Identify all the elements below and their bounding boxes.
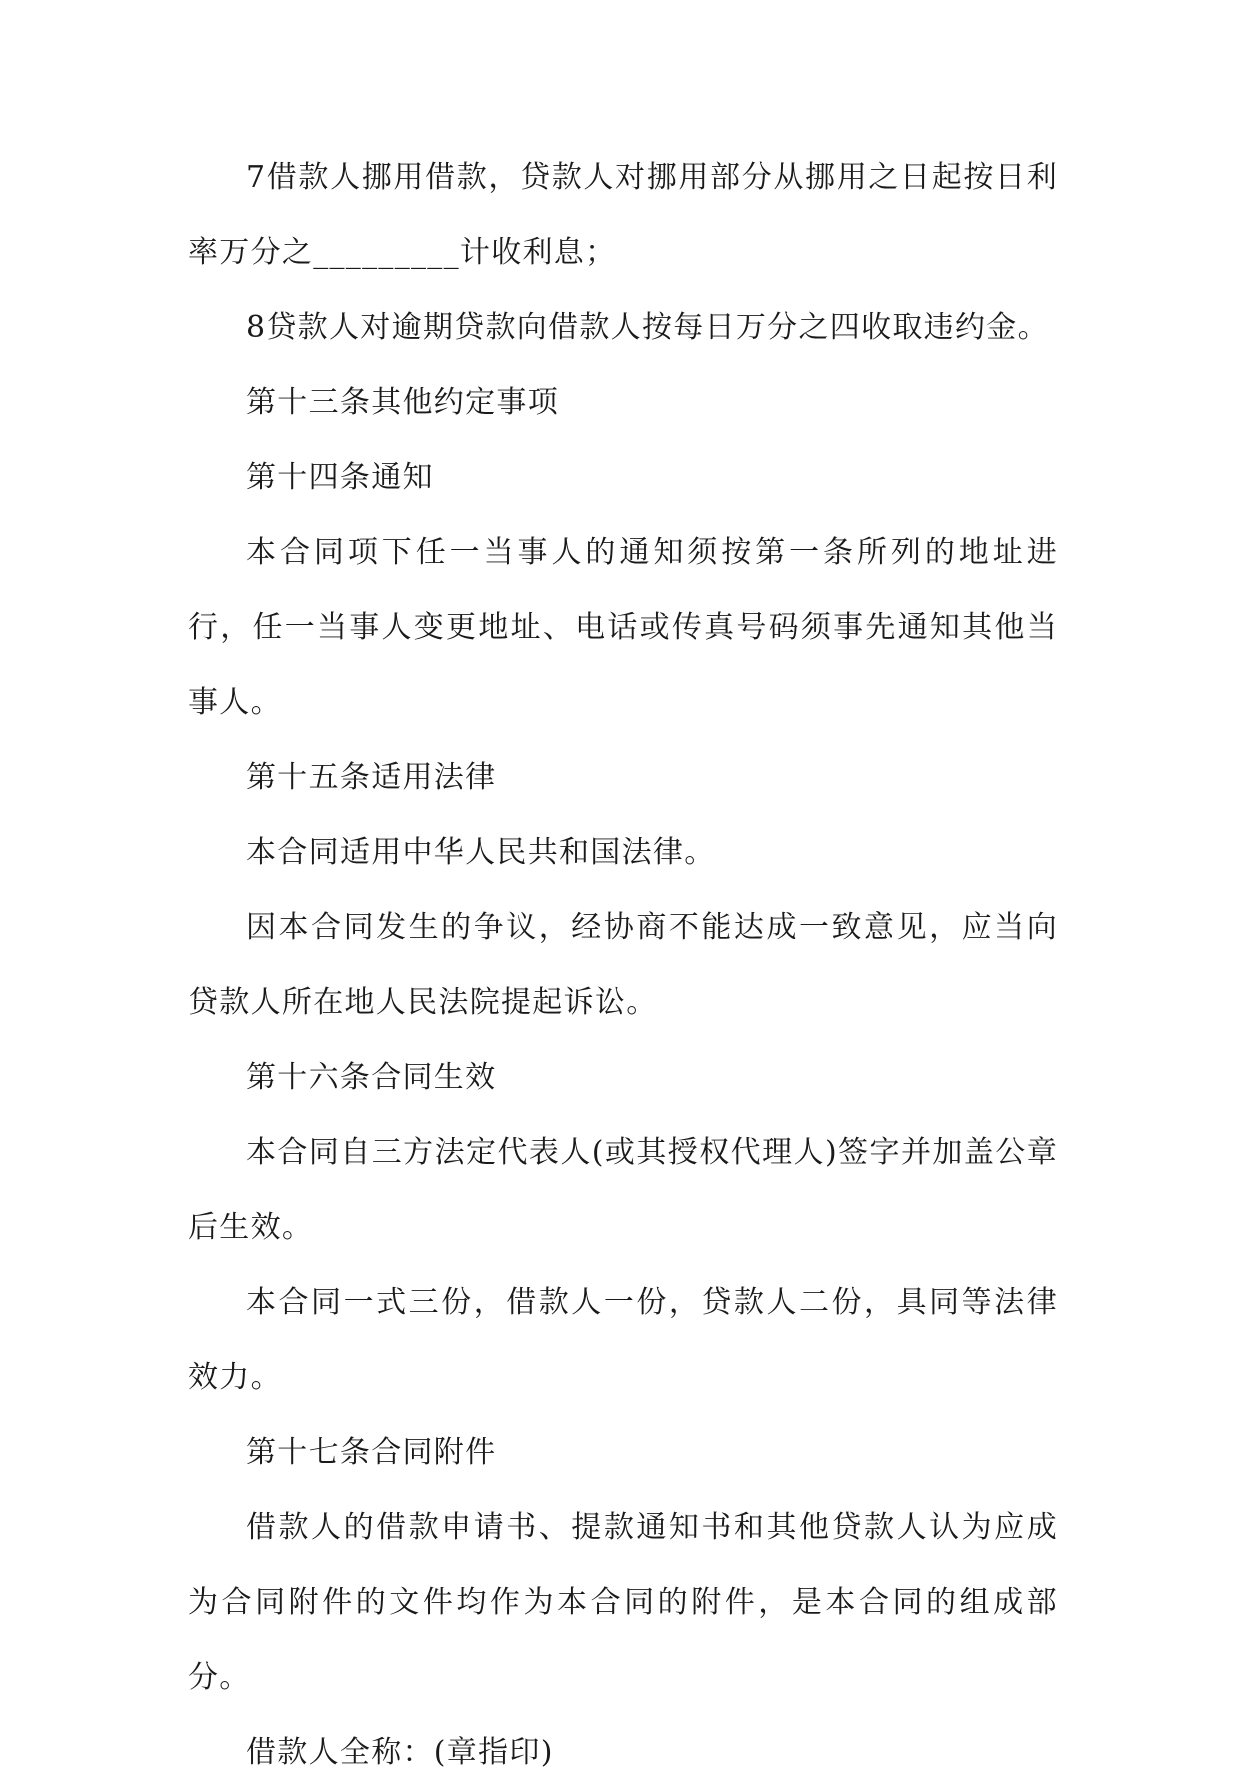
article-14-heading: 第十四条通知 [246,460,434,495]
clause-7-misuse-interest: 7借款人挪用借款，贷款人对挪用部分从挪用之日起按日利率万分之_________计收利息； [188,160,1058,270]
article-16-heading: 第十六条合同生效 [246,1060,497,1095]
article-15-heading: 第十五条适用法律 [246,760,497,795]
borrower-signature-line: 借款人全称：(章指印) [246,1735,554,1770]
article-16-copies: 本合同一式三份，借款人一份，贷款人二份，具同等法律效力。 [188,1285,1058,1395]
article-15-governing-law: 本合同适用中华人民共和国法律。 [246,835,716,870]
article-15-dispute-resolution: 因本合同发生的争议，经协商不能达成一致意见，应当向贷款人所在地人民法院提起诉讼。 [188,910,1058,1020]
clause-8-overdue-penalty: 8贷款人对逾期贷款向借款人按每日万分之四收取违约金。 [246,310,1049,345]
article-13-heading: 第十三条其他约定事项 [246,385,559,420]
article-17-heading: 第十七条合同附件 [246,1435,497,1470]
article-17-attachments: 借款人的借款申请书、提款通知书和其他贷款人认为应成为合同附件的文件均作为本合同的附件，是本合同的组成部分。 [188,1510,1058,1695]
document-body [188,140,1058,1790]
article-16-effectiveness: 本合同自三方法定代表人(或其授权代理人)签字并加盖公章后生效。 [188,1135,1058,1245]
article-14-notice-text: 本合同项下任一当事人的通知须按第一条所列的地址进行，任一当事人变更地址、电话或传真号码须事先通知其他当事人。 [188,535,1058,720]
